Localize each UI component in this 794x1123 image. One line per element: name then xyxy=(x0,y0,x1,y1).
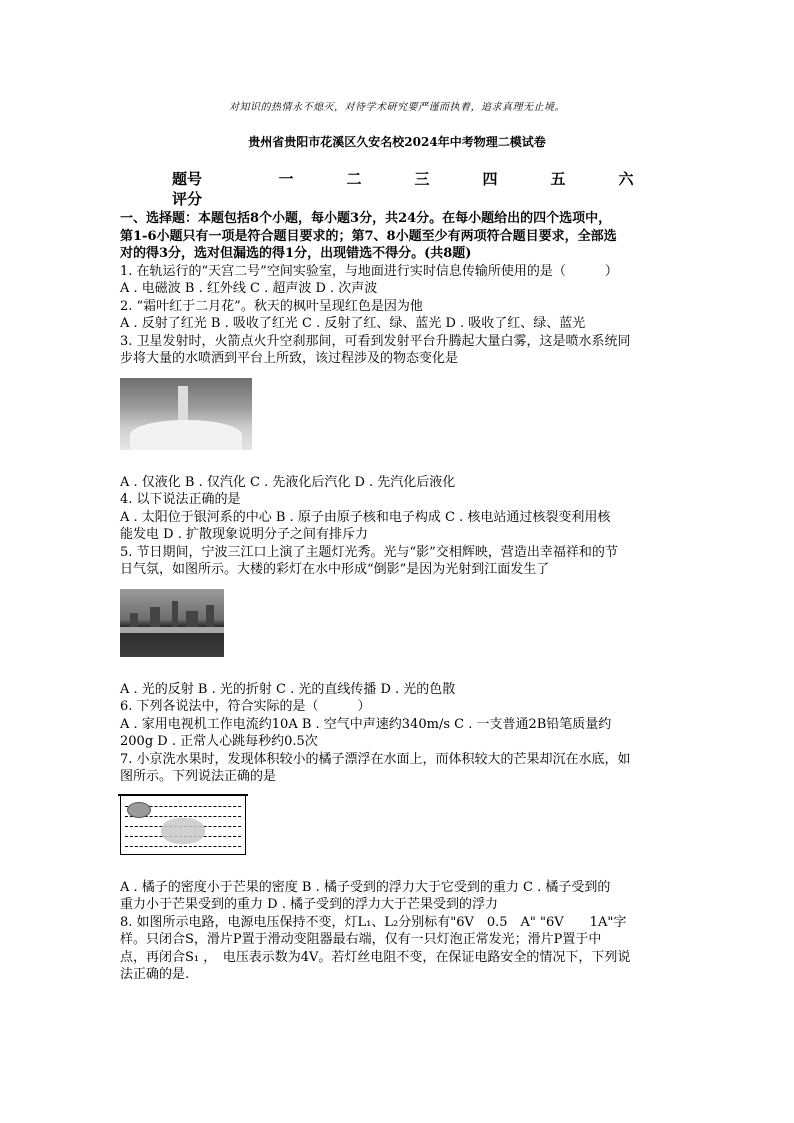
question-7-stem: 7. 小京洗水果时，发现体积较小的橘子漂浮在水面上，而体积较大的芒果却沉在水底，如 xyxy=(120,751,631,767)
question-8-stem: 点，再闭合S₁ ， 电压表示数为4V。若灯丝电阻不变，在保证电路安全的情况下，下列说 xyxy=(120,949,631,965)
fruit-water-tank-image xyxy=(120,796,680,855)
city-night-image xyxy=(120,589,680,657)
question-5-stem: 5. 节日期间，宁波三江口上演了主题灯光秀。光与“影”交相辉映，营造出幸福祥和的节 xyxy=(120,544,618,560)
score-col-3: 三 xyxy=(414,169,430,188)
question-5-stem: 日气氛，如图所示。大楼的彩灯在水中形成“倒影”是因为光射到江面发生了 xyxy=(120,562,550,577)
question-6-options: A . 家用电视机工作电流约10A B . 空气中声速约340m/s C . 一支普通2B铅笔质量约 xyxy=(120,716,612,732)
motto: 对知识的热情永不熄灭，对待学术研究要严谨而执着，追求真理无止境。 xyxy=(229,102,565,113)
question-3-stem: 步将大量的水喷洒到平台上所致，该过程涉及的物态变化是 xyxy=(120,351,459,366)
question-7-options: 重力小于芒果受到的重力 D . 橘子受到的浮力大于芒果受到的浮力 xyxy=(120,897,498,912)
question-3-stem: 3. 卫星发射时，火箭点火升空刹那间，可看到发射平台升腾起大量白雾，这是喷水系统同 xyxy=(120,333,631,349)
question-8-stem: 8. 如图所示电路，电源电压保持不变，灯L₁、L₂分别标有"6V 0.5 A" "6V 1A"字 xyxy=(120,914,627,930)
score-table xyxy=(172,168,662,208)
question-6-options: 200g D . 正常人心跳每秒约0.5次 xyxy=(120,734,318,749)
section-instructions: 对的得3分，选对但漏选的得1分，出现错选不得分。(共8题) xyxy=(120,246,472,261)
question-3-options: A . 仅液化 B . 仅汽化 C . 先液化后汽化 D . 先汽化后液化 xyxy=(120,474,456,490)
section-instructions: 第1-6小题只有一项是符合题目要求的；第7、8小题至少有两项符合题目要求，全部选 xyxy=(120,228,617,244)
section-instructions: 一、选择题：本题包括8个小题，每小题3分，共24分。在每小题给出的四个选项中， xyxy=(120,211,612,226)
question-4-stem: 4. 以下说法正确的是 xyxy=(120,492,241,507)
score-col-1: 一 xyxy=(278,169,294,188)
question-4-options: 能发电 D . 扩散现象说明分子之间有排斥力 xyxy=(120,527,368,542)
page-title: 贵州省贵阳市花溪区久安名校2024年中考物理二模试卷 xyxy=(248,135,546,149)
question-2-options: A . 反射了红光 B . 吸收了红光 C . 反射了红、绿、蓝光 D . 吸收了红、绿、蓝光 xyxy=(120,316,586,331)
question-4-options: A . 太阳位于银河系的中心 B . 原子由原子核和电子构成 C . 核电站通过核裂变利用核 xyxy=(120,509,611,525)
question-8-stem: 法正确的是. xyxy=(120,967,190,982)
score-row-label: 题号 xyxy=(172,169,203,188)
score-col-4: 四 xyxy=(482,169,498,188)
question-8-stem: 样。只闭合S，滑片P置于滑动变阻器最右端，仅有一只灯泡正常发光；滑片P置于中 xyxy=(120,932,602,947)
question-7-options: A . 橘子的密度小于芒果的密度 B . 橘子受到的浮力大于它受到的重力 C . 橘子受到的 xyxy=(120,879,611,895)
question-1-options: A . 电磁波 B . 红外线 C . 超声波 D . 次声波 xyxy=(120,281,378,296)
question-7-stem: 图所示。下列说法正确的是 xyxy=(120,769,277,784)
score-col-5: 五 xyxy=(550,169,566,188)
score-col-6: 六 xyxy=(618,169,634,188)
question-6-stem: 6. 下列各说法中，符合实际的是（ ） xyxy=(120,699,371,714)
exam-content xyxy=(120,210,680,984)
score-col-2: 二 xyxy=(346,169,362,188)
score-value-row xyxy=(172,188,662,208)
score-header-row xyxy=(172,168,662,188)
score-value-label: 评分 xyxy=(172,189,203,208)
question-2-stem: 2. “霜叶红于二月花”。秋天的枫叶呈现红色是因为他 xyxy=(120,298,423,314)
rocket-launch-image xyxy=(120,378,680,450)
question-1-stem: 1. 在轨运行的“天宫二号”空间实验室，与地面进行实时信息传输所使用的是（ ） xyxy=(120,263,618,279)
question-5-options: A . 光的反射 B . 光的折射 C . 光的直线传播 D . 光的色散 xyxy=(120,681,456,697)
